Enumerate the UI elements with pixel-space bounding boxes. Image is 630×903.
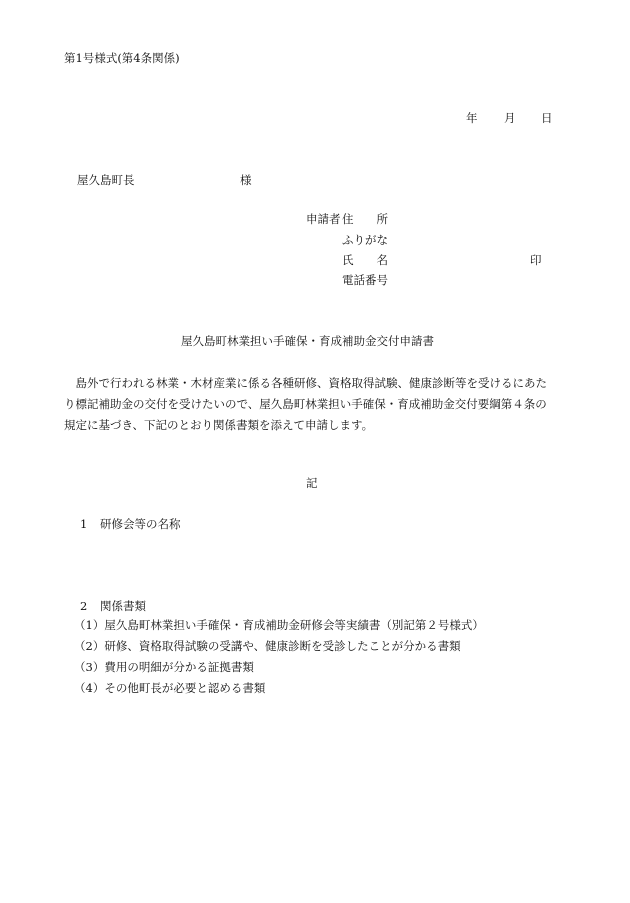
body-line: 島外で行われる林業・木材産業に係る各種研修、資格取得試験、健康診断等を受けるにあた <box>64 376 547 390</box>
section-1-label: 研修会等の名称 <box>100 517 181 531</box>
body-line: 規定に基づき、下記のとおり関係書類を添えて申請します。 <box>64 418 374 432</box>
date-year: 年 <box>466 111 478 125</box>
applicant-label: 申請者 <box>306 212 341 226</box>
furigana-label: ふりがな <box>342 233 388 247</box>
seal-mark: 印 <box>530 253 542 267</box>
address-label: 住 所 <box>342 212 388 226</box>
document-title: 屋久島町林業担い手確保・育成補助金交付申請書 <box>181 334 434 348</box>
body-paragraph <box>64 373 572 436</box>
ki-marker: 記 <box>306 476 318 490</box>
section-2-label: 関係書類 <box>100 599 146 613</box>
section-1-number: 1 <box>80 517 88 531</box>
document-list-item: （2）研修、資格取得試験の受講や、健康診断を受診したことが分かる書類 <box>74 639 461 653</box>
section-2-number: 2 <box>80 599 88 613</box>
document-list-item: （1）屋久島町林業担い手確保・育成補助金研修会等実績書（別記第２号様式） <box>74 618 484 632</box>
date-day: 日 <box>541 111 553 125</box>
name-label: 氏 名 <box>342 253 388 267</box>
addressee-honorific: 様 <box>240 173 252 187</box>
date-month: 月 <box>504 111 516 125</box>
addressee-name: 屋久島町長 <box>77 173 135 187</box>
document-list-item: （4）その他町長が必要と認める書類 <box>74 681 266 695</box>
form-label: 第1号様式(第4条関係) <box>64 51 180 65</box>
phone-label: 電話番号 <box>342 273 388 287</box>
document-list-item: （3）費用の明細が分かる証拠書類 <box>74 660 254 674</box>
body-line: り標記補助金の交付を受けたいので、屋久島町林業担い手確保・育成補助金交付要綱第４条の <box>64 397 547 411</box>
